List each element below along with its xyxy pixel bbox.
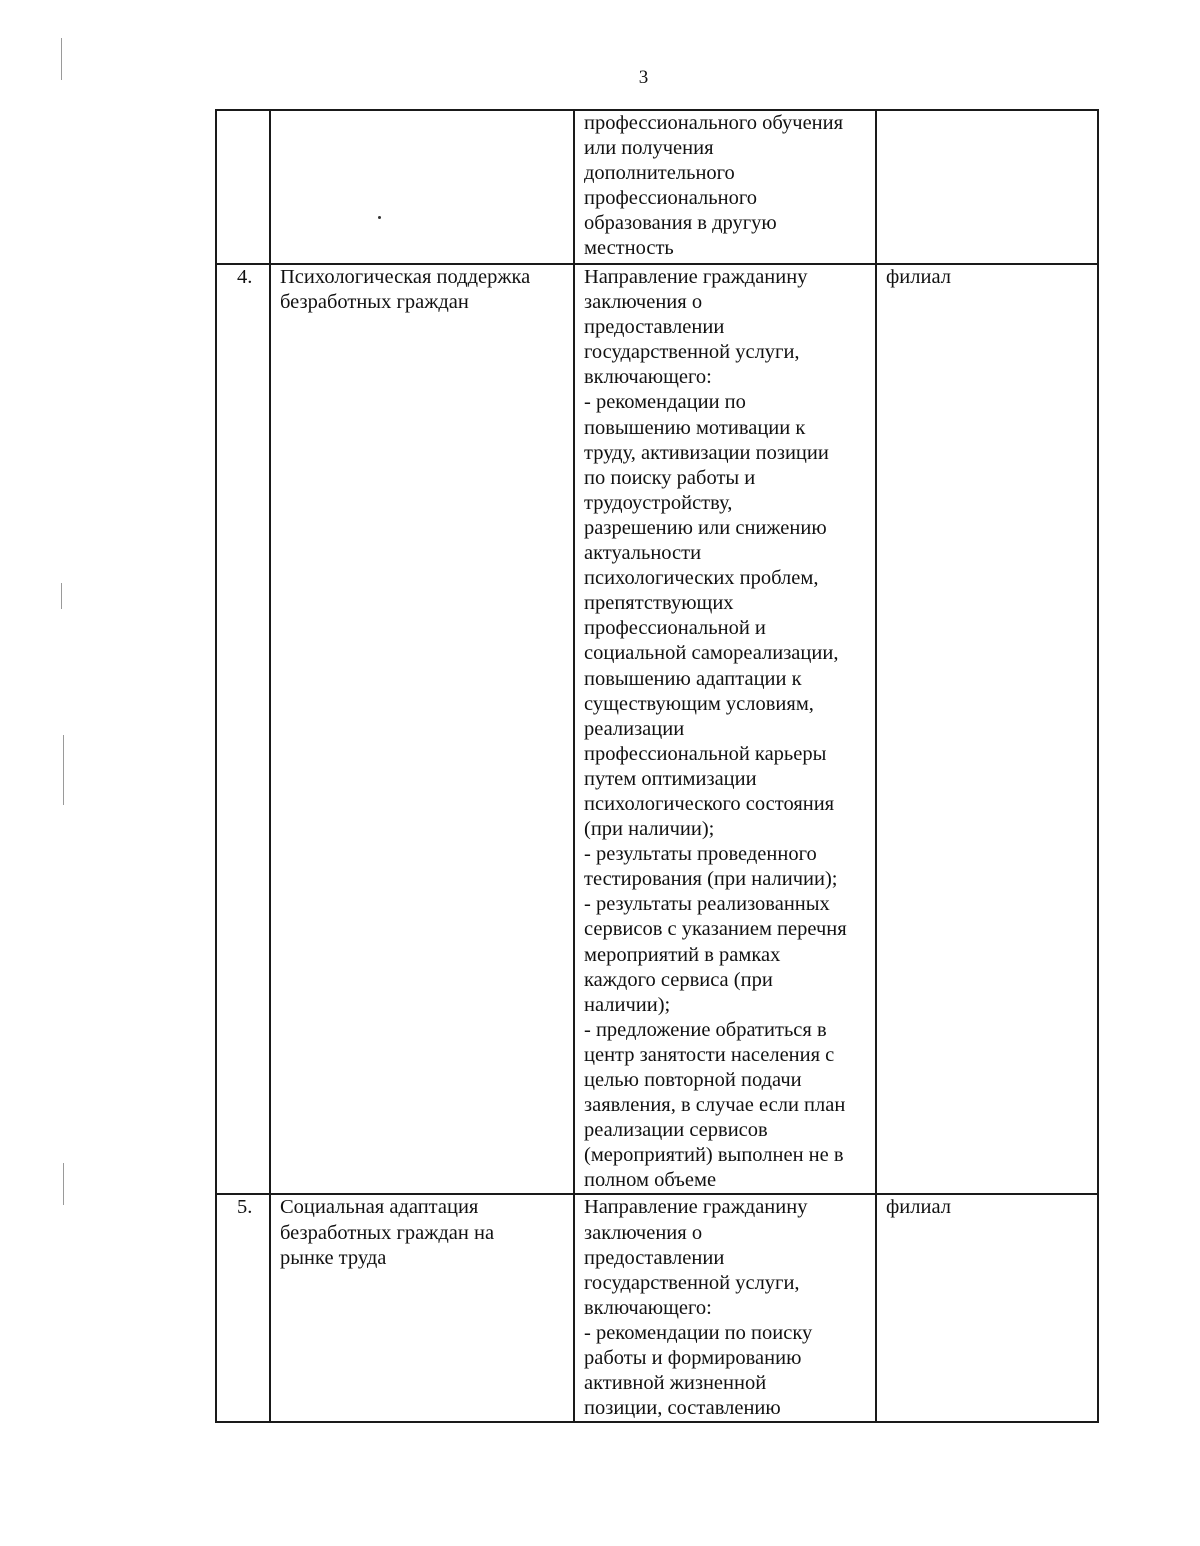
service-performer — [876, 110, 1098, 264]
scan-artifact-lower — [63, 735, 64, 805]
service-result: профессионального обучения или получения дополнительного профессионального образования в другую местность — [574, 110, 876, 264]
scan-artifact-middle — [61, 583, 62, 609]
page-number: 3 — [638, 67, 649, 88]
service-name: Психологическая поддержка безработных граждан — [270, 264, 574, 1194]
scan-artifact-bottom — [63, 1163, 64, 1205]
row-number: 5. — [216, 1194, 270, 1422]
service-name: Социальная адаптация безработных граждан на рынке труда — [270, 1194, 574, 1422]
service-performer: филиал — [876, 264, 1098, 1194]
service-result: Направление гражданину заключения о предоставлении государственной услуги, включающего: - рекомендации по поиску работы и формированию активной жизненной позиции, составлению — [574, 1194, 876, 1422]
table-row — [216, 1194, 1098, 1422]
row-number — [216, 110, 270, 264]
services-table — [215, 109, 1099, 1423]
service-result: Направление гражданину заключения о предоставлении государственной услуги, включающего: - рекомендации по повышению мотивации к труду, активизации позиции по поиску работы и трудоустройству, разрешению или снижению актуальности психологических проблем, препятствующих профессиональной и социальной самореализации, повышению адаптации к существующим условиям, реализации профессиональной карьеры путем оптимизации психологического состояния (при наличии); - результаты проведенного тестирования (при наличии); - результаты реализованных сервисов с указанием перечня мероприятий в рамках каждого сервиса (при наличии); - предложение обратиться в центр занятости населения с целью повторной подачи заявления, в случае если план реализации сервисов (мероприятий) выполнен не в полном объеме — [574, 264, 876, 1194]
table-row — [216, 264, 1098, 1194]
service-performer: филиал — [876, 1194, 1098, 1422]
table-row — [216, 110, 1098, 264]
scan-artifact-top — [61, 38, 62, 80]
service-name — [270, 110, 574, 264]
row-number: 4. — [216, 264, 270, 1194]
